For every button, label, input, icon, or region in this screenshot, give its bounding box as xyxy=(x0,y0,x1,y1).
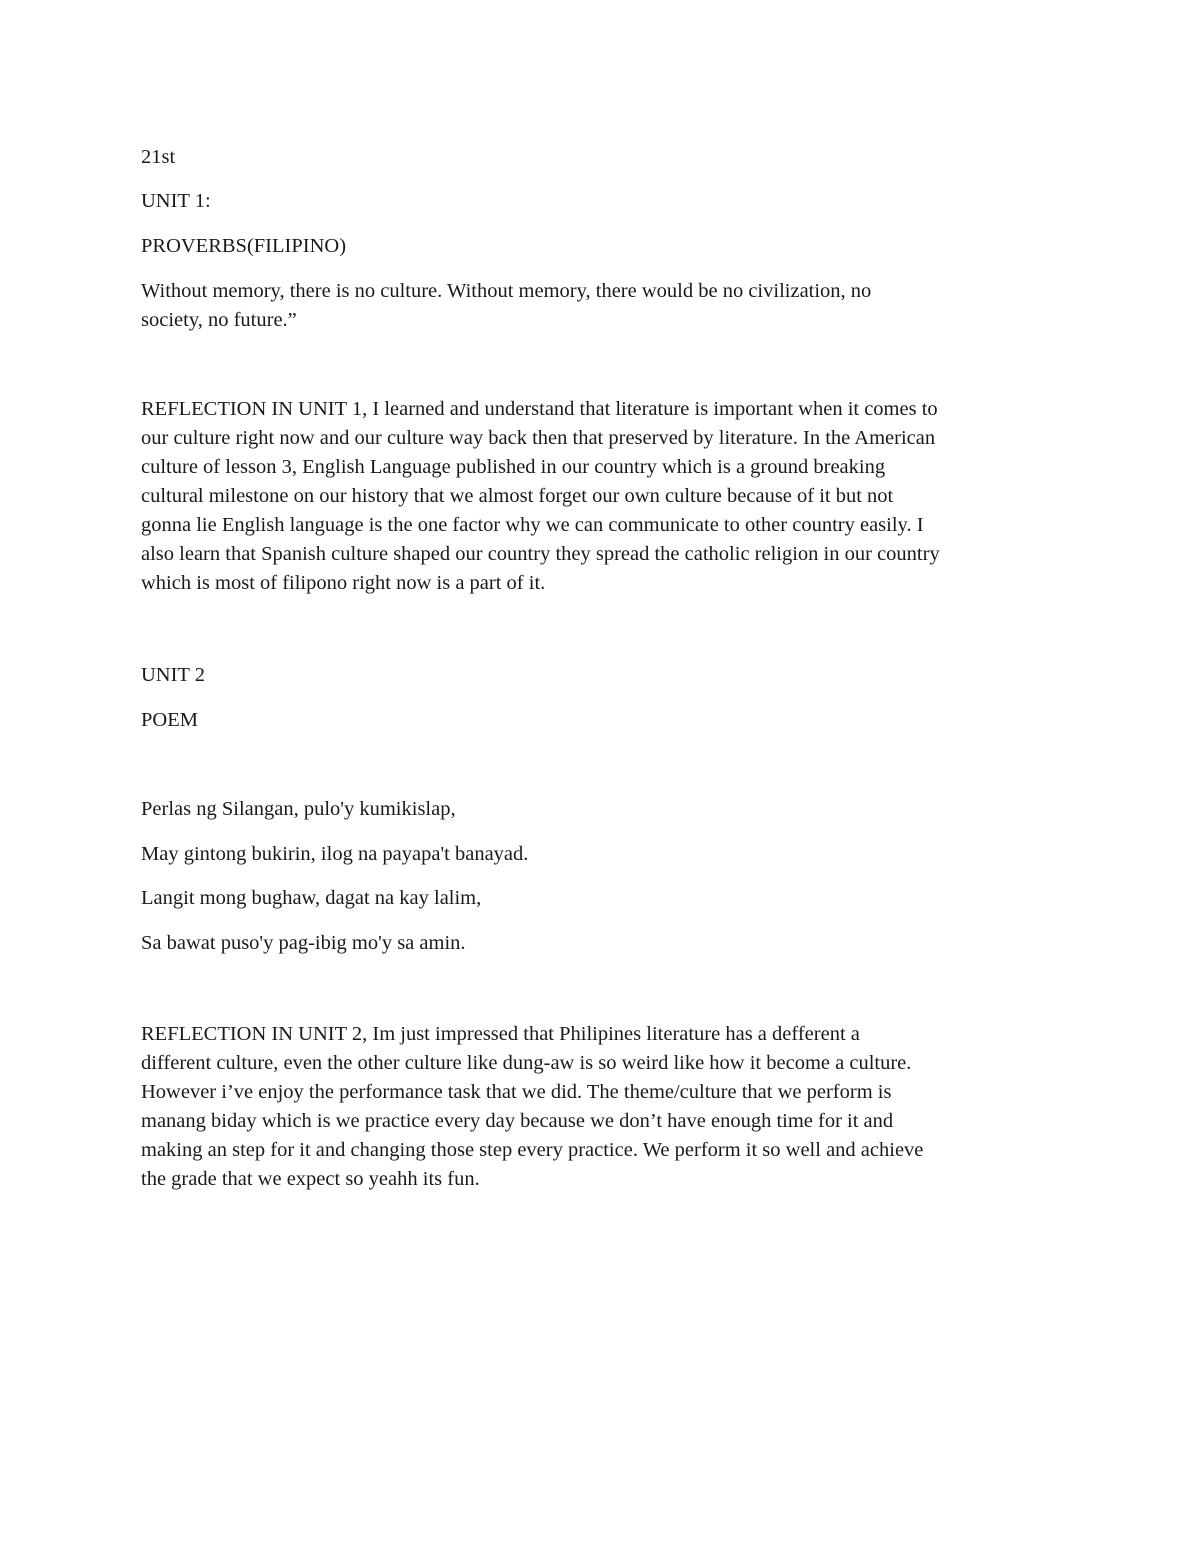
poem-line: May gintong bukirin, ilog na payapa't banayad. xyxy=(141,843,529,865)
unit1-heading: UNIT 1: xyxy=(141,190,211,212)
reflection-unit2-paragraph xyxy=(141,1020,1066,1194)
reflection2-line: the grade that we expect so yeahh its fun. xyxy=(141,1168,480,1190)
proverb-line: society, no future.” xyxy=(141,309,297,331)
reflection2-line: making an step for it and changing those step every practice. We perform it so well and achieve xyxy=(141,1139,924,1161)
proverb-paragraph xyxy=(141,277,1066,335)
poem-line: Perlas ng Silangan, pulo'y kumikislap, xyxy=(141,798,456,820)
reflection1-line: also learn that Spanish culture shaped our country they spread the catholic religion in our country xyxy=(141,543,940,565)
reflection1-line: culture of lesson 3, English Language published in our country which is a ground breaking xyxy=(141,456,886,478)
reflection2-line: REFLECTION IN UNIT 2, Im just impressed that Philipines literature has a defferent a xyxy=(141,1023,860,1045)
reflection-unit1-paragraph xyxy=(141,395,1066,598)
unit2-heading: UNIT 2 xyxy=(141,664,205,686)
unit1-topic: PROVERBS(FILIPINO) xyxy=(141,235,347,257)
reflection1-line: cultural milestone on our history that we almost forget our own culture because of it but not xyxy=(141,485,894,507)
poem-line: Sa bawat puso'y pag-ibig mo'y sa amin. xyxy=(141,932,466,954)
reflection1-line: REFLECTION IN UNIT 1, I learned and understand that literature is important when it comes to xyxy=(141,398,938,420)
unit2-topic: POEM xyxy=(141,709,198,731)
poem-line: Langit mong bughaw, dagat na kay lalim, xyxy=(141,887,482,909)
reflection1-line: which is most of filipono right now is a part of it. xyxy=(141,572,546,594)
reflection1-line: our culture right now and our culture way back then that preserved by literature. In the American xyxy=(141,427,936,449)
reflection2-line: different culture, even the other culture like dung-aw is so weird like how it become a culture. xyxy=(141,1052,912,1074)
proverb-line: Without memory, there is no culture. Without memory, there would be no civilization, no xyxy=(141,280,872,302)
reflection2-line: However i’ve enjoy the performance task that we did. The theme/culture that we perform is xyxy=(141,1081,892,1103)
reflection1-line: gonna lie English language is the one factor why we can communicate to other country easily. I xyxy=(141,514,924,536)
reflection2-line: manang biday which is we practice every day because we don’t have enough time for it and xyxy=(141,1110,894,1132)
header-21st: 21st xyxy=(141,146,176,168)
